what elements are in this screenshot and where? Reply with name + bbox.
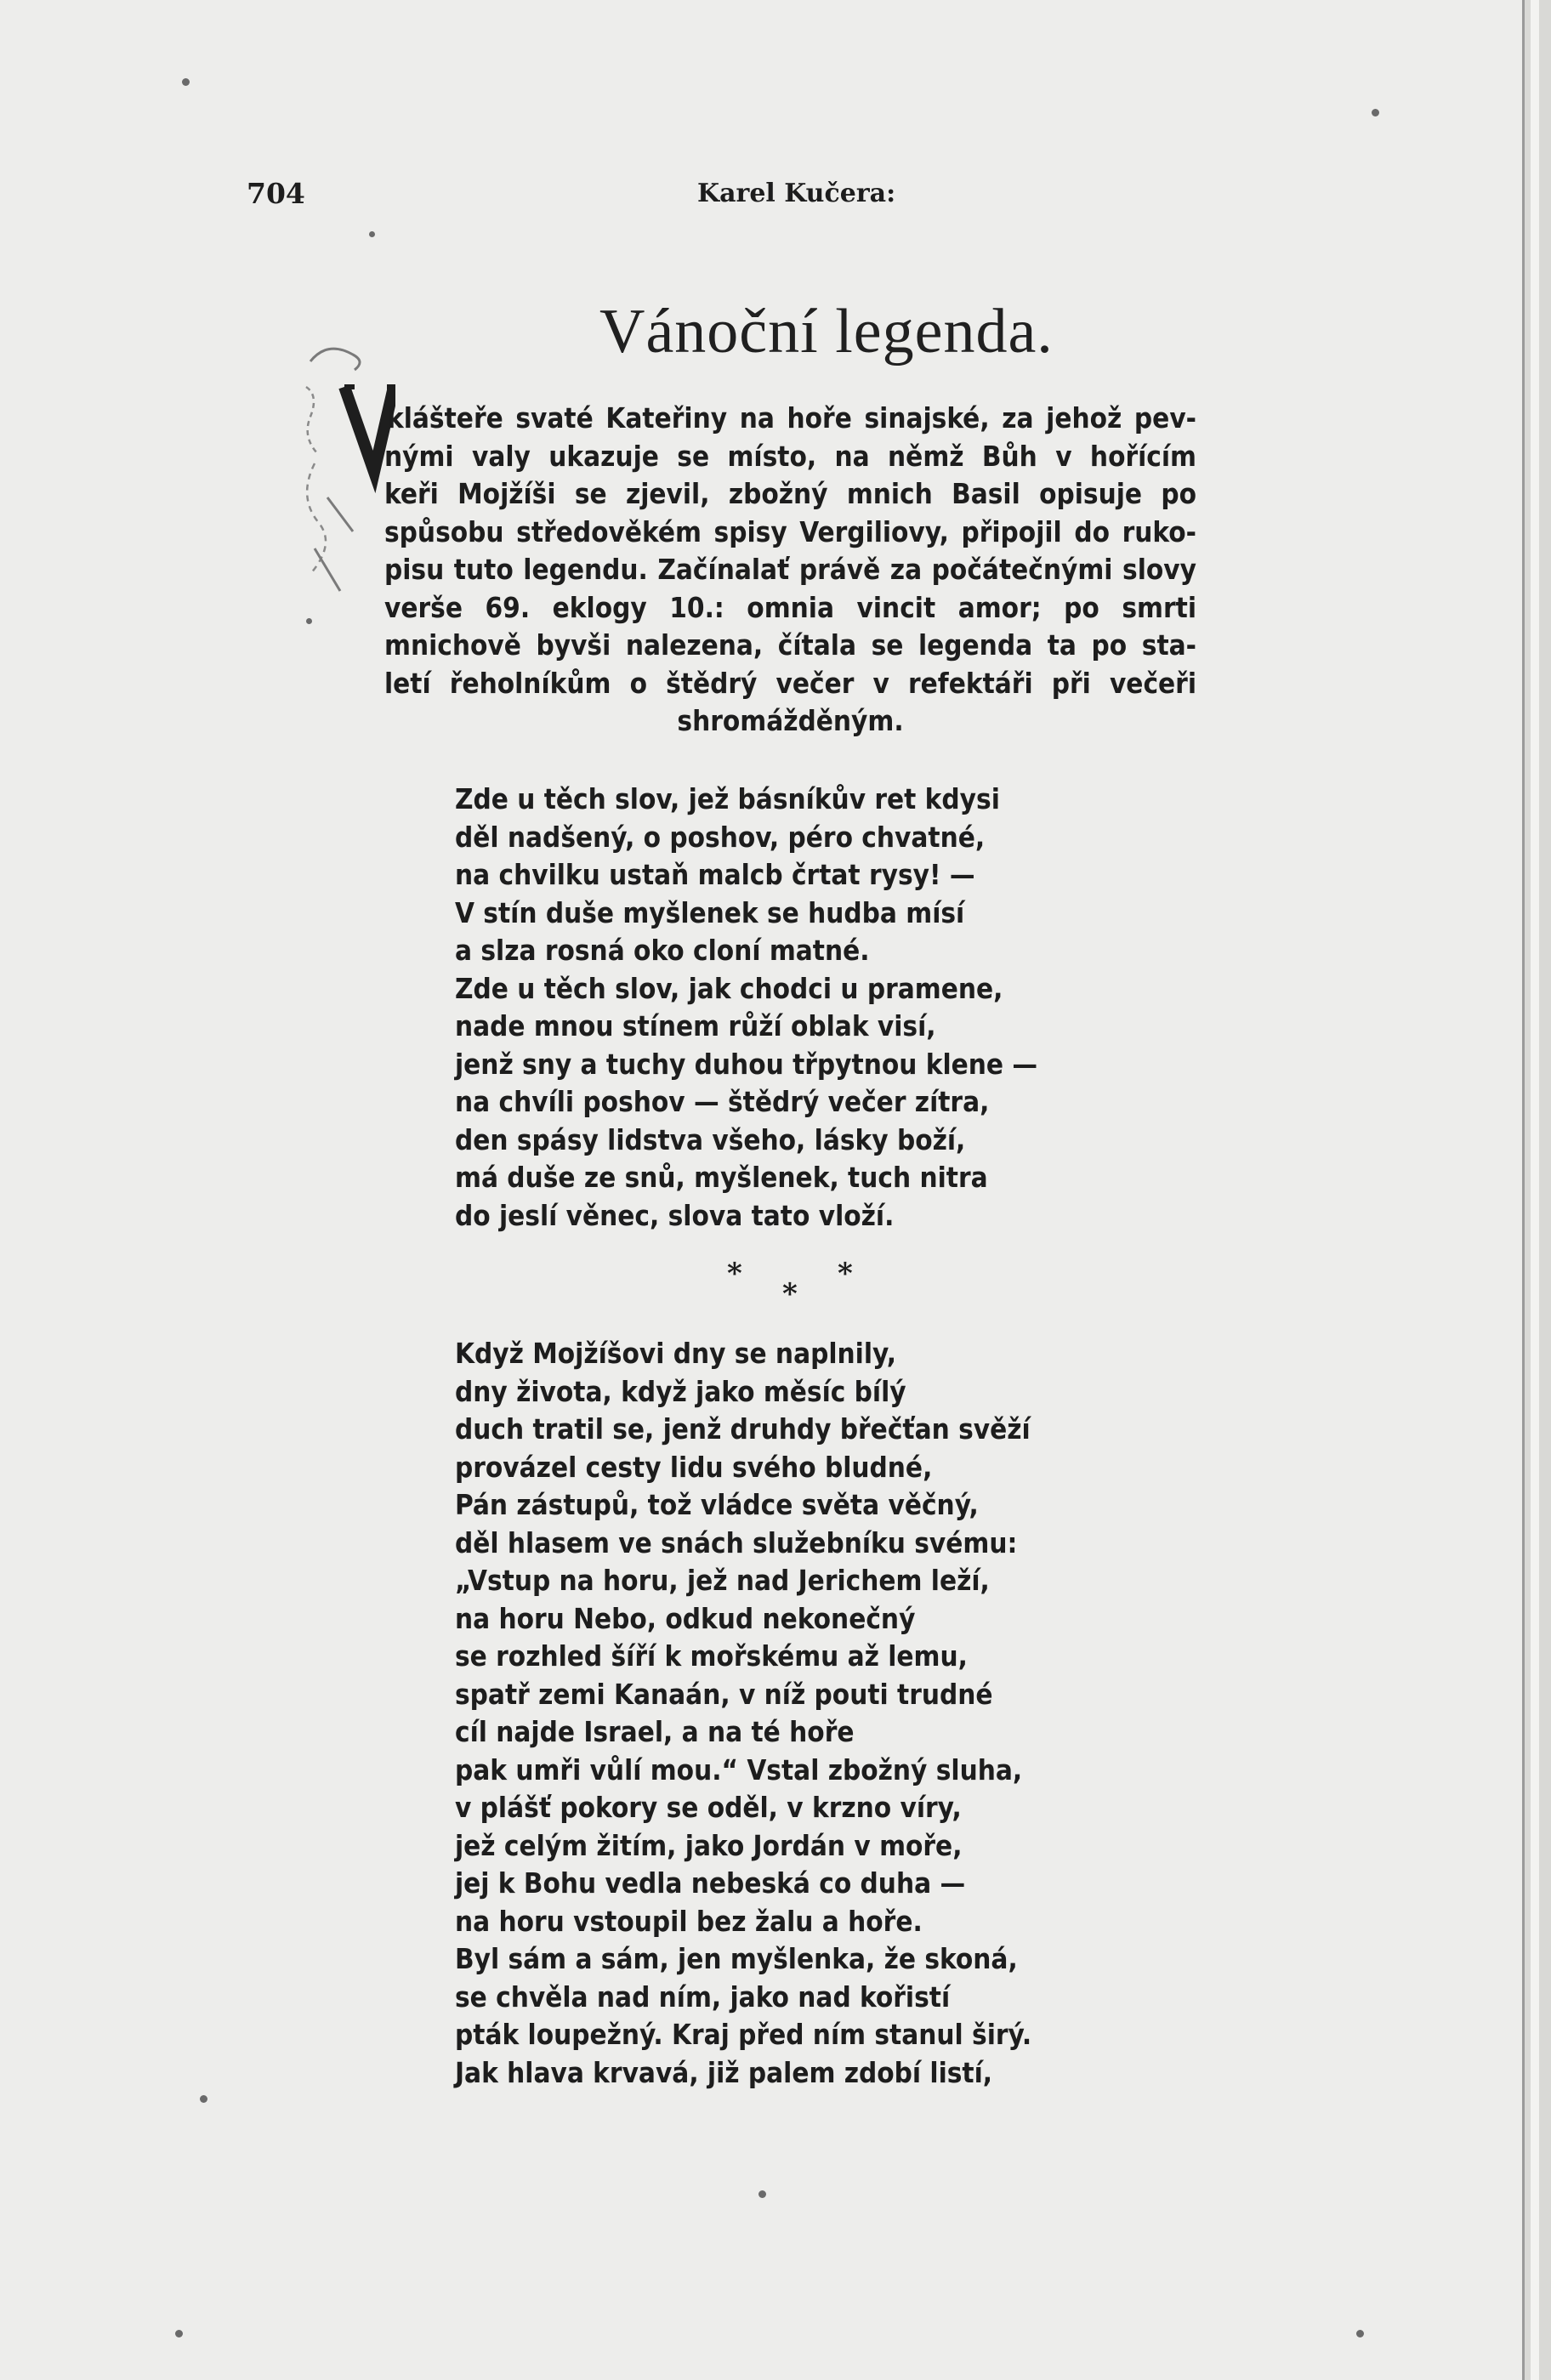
asterisk-right: * <box>838 1257 853 1291</box>
asterism-divider <box>727 1257 863 1311</box>
verse-line: a slza rosná oko cloní matné. <box>455 934 870 967</box>
verse-line: Pán zástupů, tož vládce světa věčný, <box>455 1488 979 1521</box>
prose-line: mnichově byvši nalezena, čítala se legenda ta po sta- <box>384 628 1196 662</box>
verse-line: na chvíli poshov — štědrý večer zítra, <box>455 1085 990 1118</box>
verse-line: nade mnou stínem růží oblak visí, <box>455 1009 936 1042</box>
verse-line: V stín duše myšlenek se hudba mísí <box>455 895 965 929</box>
asterisk-bottom: * <box>782 1277 798 1311</box>
verse-line: má duše ze snů, myšlenek, tuch nitra <box>455 1161 988 1194</box>
paper-speck <box>758 2190 766 2198</box>
prose-line: klášteře svaté Kateřiny na hoře sinajské, za jehož pev- <box>387 401 1196 435</box>
verse-line: děl nadšený, o poshov, péro chvatné, <box>455 820 986 854</box>
verse-line: Zde u těch slov, jež básníkův ret kdysi <box>455 782 1000 815</box>
prose-line: keři Mojžíši se zjevil, zbožný mnich Basil opisuje po <box>384 477 1196 510</box>
paper-speck <box>182 78 190 86</box>
verse-line: v plášť pokory se oděl, v krzno víry, <box>455 1791 962 1824</box>
decorated-initial-v <box>293 336 395 616</box>
verse-line: duch tratil se, jenž druhdy břečťan svěží <box>455 1412 1031 1446</box>
verse-line: děl hlasem ve snách služebníku svému: <box>455 1525 1018 1559</box>
verse-line: se chvěla nad ním, jako nad kořistí <box>455 1980 951 2014</box>
verse-line: na chvilku ustaň malcb črtat rysy! — <box>455 858 975 891</box>
paper-speck <box>1356 2330 1364 2337</box>
introduction-paragraph <box>384 400 1196 741</box>
verse-line: Jak hlava krvavá, již palem zdobí listí, <box>455 2055 993 2089</box>
stanza-prologue <box>455 781 1037 1235</box>
verse-line: jej k Bohu vedla nebeská co duha — <box>455 1866 966 1900</box>
page-edge-highlight <box>1531 0 1539 2380</box>
verse-line: cíl najde Israel, a na té hoře <box>455 1715 855 1748</box>
poem-title: Vánoční legenda. <box>599 297 1054 366</box>
paper-speck <box>306 618 312 624</box>
verse-line: jež celým žitím, jako Jordán v moře, <box>455 1828 963 1862</box>
verse-line: Zde u těch slov, jak chodci u pramene, <box>455 971 1003 1005</box>
prose-line: pisu tuto legendu. Začínalať právě za počátečnými slovy <box>384 553 1196 586</box>
verse-line: se rozhled šíří k mořskému až lemu, <box>455 1639 968 1673</box>
asterisk-left: * <box>727 1257 742 1291</box>
verse-line: dny života, když jako měsíc bílý <box>455 1374 906 1408</box>
prose-line: verše 69. eklogy 10.: omnia vincit amor; po smrti <box>384 590 1196 624</box>
prose-line: nými valy ukazuje se místo, na němž Bůh v hořícím <box>384 439 1196 473</box>
paper-speck <box>1372 109 1379 116</box>
verse-line: pták loupežný. Kraj před ním stanul širý. <box>455 2018 1032 2051</box>
verse-line: den spásy lidstva všeho, lásky boží, <box>455 1122 966 1156</box>
verse-line: provázel cesty lidu svého bludné, <box>455 1450 933 1484</box>
stanza-legend <box>455 1335 1031 2092</box>
prose-line: letí řeholníkům o štědrý večer v refektáři při večeři <box>384 666 1196 700</box>
ornament-initial-icon <box>293 336 395 616</box>
paper-speck <box>369 231 375 237</box>
paper-speck <box>175 2330 183 2337</box>
page-header <box>247 177 1127 219</box>
verse-line: Když Mojžíšovi dny se naplnily, <box>455 1337 897 1370</box>
verse-line: spatř zemi Kanaán, v níž pouti trudné <box>455 1677 993 1711</box>
prose-line: spůsobu středověkém spisy Vergiliovy, připojil do ruko- <box>384 514 1196 548</box>
verse-line: do jeslí věnec, slova tato vloží. <box>455 1198 895 1232</box>
page-number: 704 <box>247 177 305 210</box>
verse-line: na horu Nebo, odkud nekonečný <box>455 1601 916 1635</box>
verse-line: Byl sám a sám, jen myšlenka, že skoná, <box>455 1942 1018 1975</box>
running-head: Karel Kučera: <box>697 179 896 208</box>
prose-line-last: shromážděným. <box>677 704 904 737</box>
verse-line: „Vstup na horu, jež nad Jerichem leží, <box>455 1564 990 1597</box>
verse-line: na horu vstoupil bez žalu a hoře. <box>455 1904 923 1938</box>
verse-line: jenž sny a tuchy duhou třpytnou klene — <box>455 1047 1038 1081</box>
verse-line: pak umři vůlí mou.“ Vstal zbožný sluha, <box>455 1752 1023 1786</box>
paper-speck <box>200 2095 207 2103</box>
